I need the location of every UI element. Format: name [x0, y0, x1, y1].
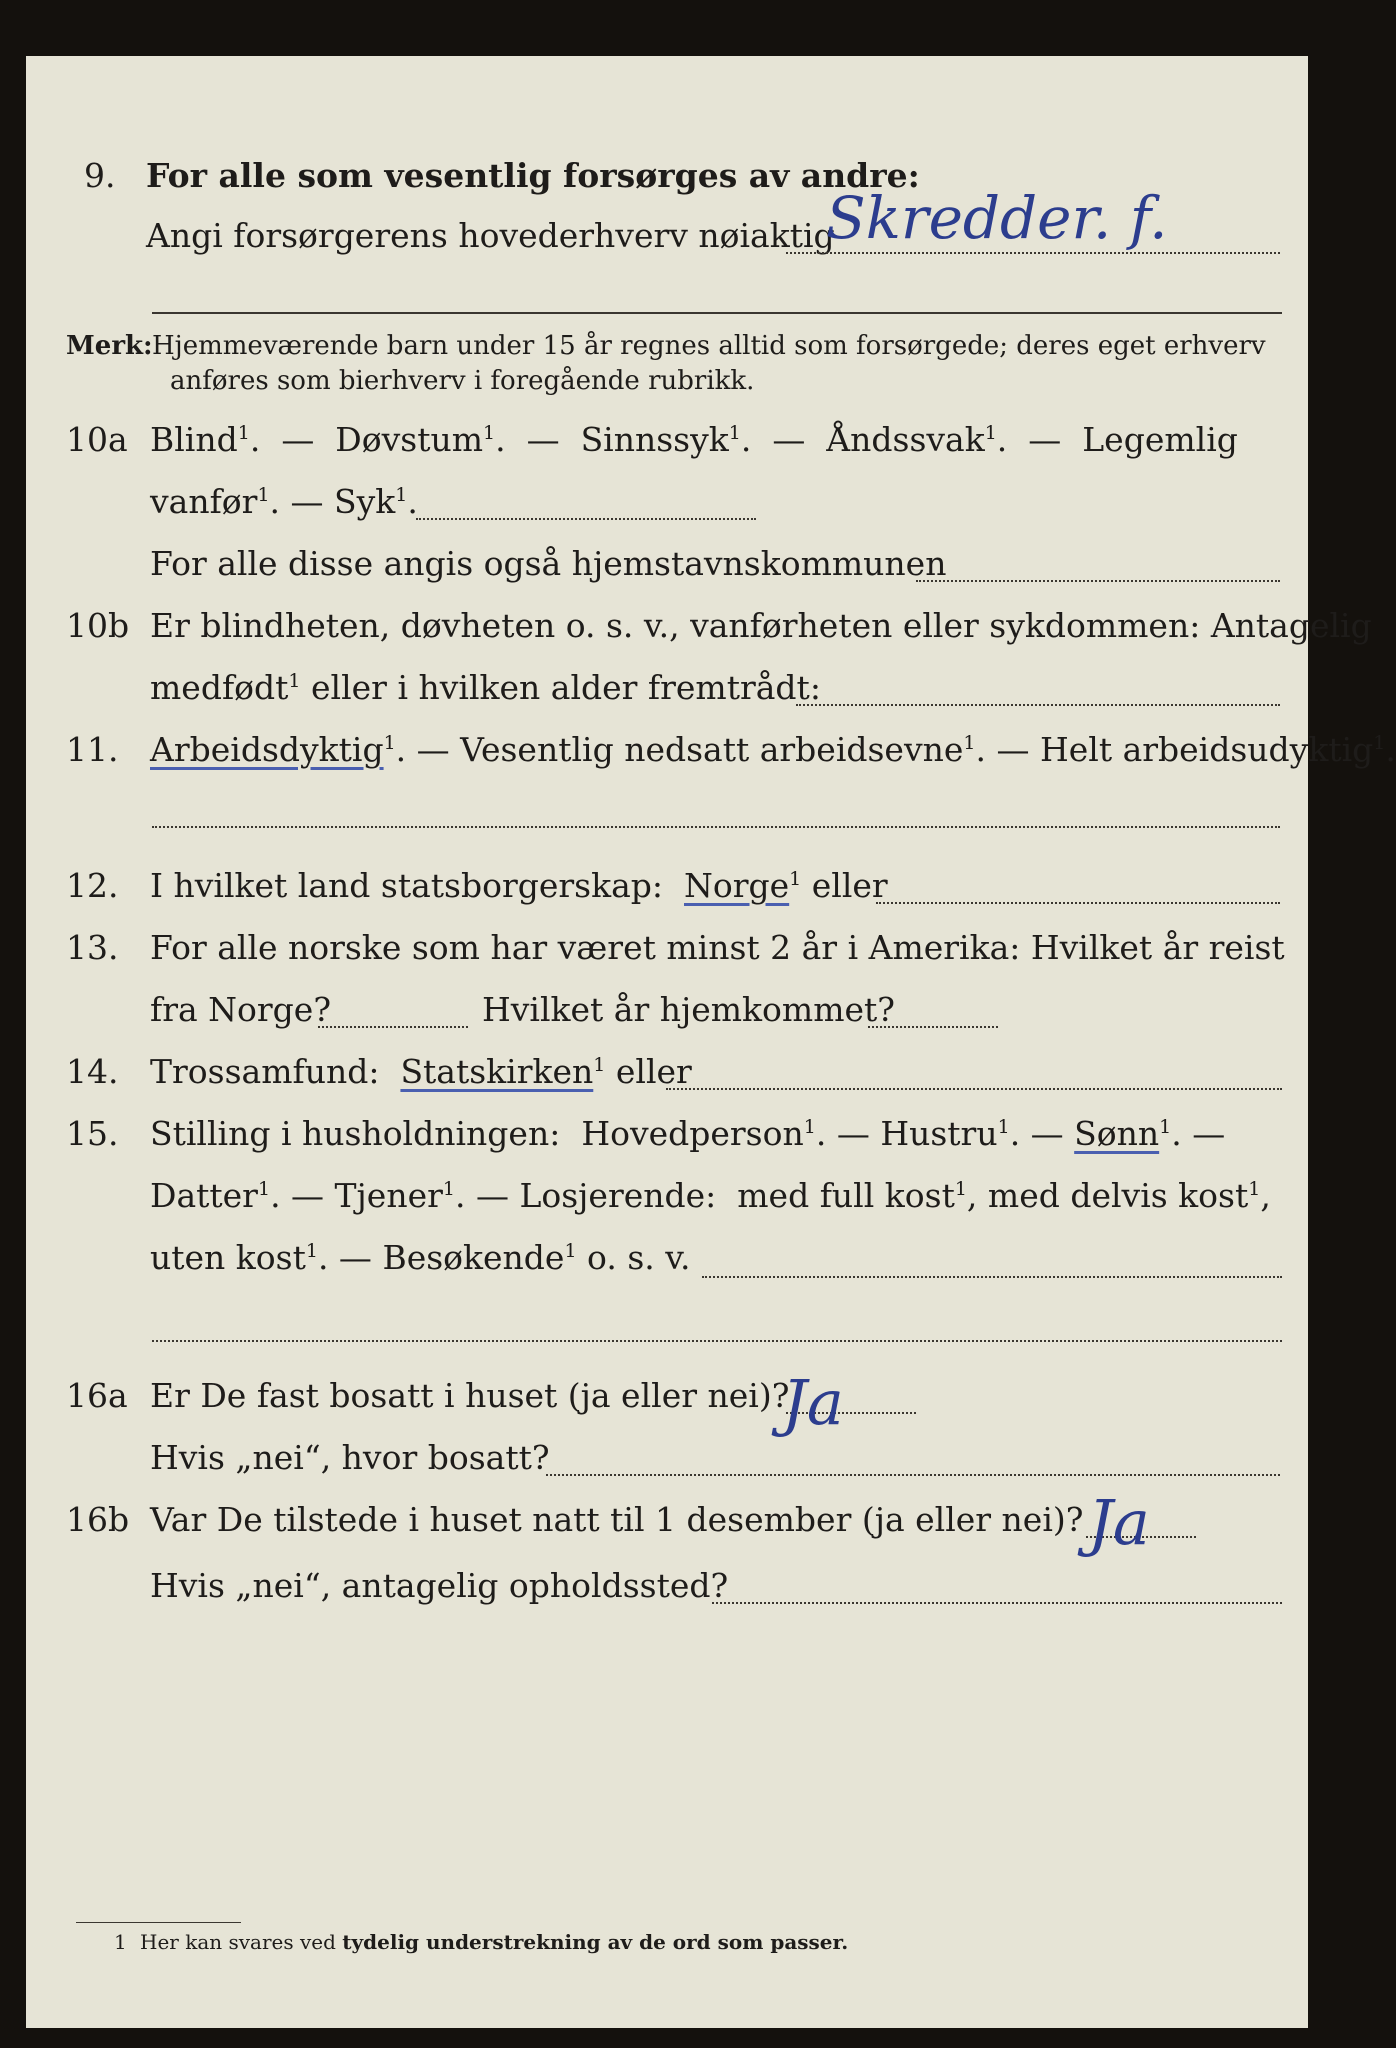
option-norge-selected: Norge [684, 866, 790, 905]
handwritten-answer-occupation: Skredder. f. [826, 184, 1168, 252]
option-datter: Datter [150, 1176, 258, 1215]
note-text: Hjemmeværende barn under 15 år regnes alltid som forsørgede; deres eget erhverv [152, 331, 1266, 361]
divider [152, 312, 1282, 314]
footnote-text-bold: tydelig understrekning av de ord som passer. [342, 1930, 849, 1954]
question-text: For alle norske som har været minst 2 år i Amerika: Hvilket år reist [150, 928, 1285, 967]
question-number: 16b [66, 1500, 130, 1539]
answer-line [868, 1026, 998, 1028]
answer-line [712, 1602, 1282, 1604]
option-legemlig: Legemlig [1082, 420, 1238, 459]
answer-line [796, 704, 1280, 706]
question-number: 16a [66, 1376, 128, 1415]
answer-line [876, 902, 1280, 904]
option-syk: Syk [334, 482, 396, 521]
option-hustru: Hustru [880, 1114, 998, 1153]
question-text: Trossamfund: [150, 1052, 380, 1091]
question-number: 10b [66, 606, 130, 645]
option-med-full-kost: med full kost [737, 1176, 955, 1215]
option-arbeidsdyktig-selected: Arbeidsdyktig [150, 730, 384, 769]
answer-line [152, 826, 1280, 828]
question-text: Stilling i husholdningen: [150, 1114, 561, 1153]
answer-line [786, 252, 1280, 254]
answer-line [666, 1088, 1282, 1090]
question-number: 9. [84, 156, 116, 195]
option-hovedperson: Hovedperson [581, 1114, 804, 1153]
question-text: Hvis „nei“, antagelig opholdssted? [150, 1566, 729, 1605]
question-text: Hvilket år hjemkommet? [482, 990, 895, 1029]
option-statskirken-selected: Statskirken [400, 1052, 594, 1091]
option-dovstum: Døvstum [335, 420, 484, 459]
option-uten-kost: uten kost [150, 1238, 306, 1277]
question-number: 12. [66, 866, 119, 905]
question-text: Er blindheten, døvheten o. s. v., vanførheten eller sykdommen: Antagelig [150, 606, 1372, 645]
footnote-mark: 1 [114, 1930, 127, 1954]
question-text: eller i hvilken alder fremtrådt: [311, 668, 821, 707]
answer-line [702, 1276, 1282, 1278]
footnote-rule [76, 1922, 241, 1923]
option-medfodt: medfødt [150, 668, 289, 707]
footnote-text: Her kan svares ved [140, 1930, 336, 1954]
question-text: I hvilket land statsborgerskap: [150, 866, 664, 905]
option-besokende: Besøkende [382, 1238, 565, 1277]
question-text: For alle disse angis også hjemstavnskommunen [150, 544, 947, 583]
answer-line [416, 518, 756, 520]
option-vanfor: vanfør [150, 482, 258, 521]
question-text: Angi forsørgerens hovederhverv nøiaktig [146, 216, 835, 255]
question-text: Er De fast bosatt i huset (ja eller nei)? [150, 1376, 790, 1415]
answer-line [916, 580, 1280, 582]
question-text: Var De tilstede i huset natt til 1 desember (ja eller nei)? [150, 1500, 1084, 1539]
option-med-delvis-kost: med delvis kost [987, 1176, 1249, 1215]
handwritten-answer-16a: Ja [782, 1366, 844, 1439]
handwritten-answer-16b: Ja [1088, 1486, 1150, 1559]
option-blind: Blind [150, 420, 238, 459]
option-tjener: Tjener [334, 1176, 443, 1215]
question-text: fra Norge? [150, 990, 332, 1029]
note-label: Merk: [66, 331, 153, 361]
question-number: 14. [66, 1052, 119, 1091]
census-form-page: 9. For alle som vesentlig forsørges av andre: Angi forsørgerens hovederhverv nøiaktig Skredder. f. Merk: Hjemmeværende barn under 15 år regnes alltid som forsørgede; deres eget erhverv anføres som bierhverv i foregående rubrikk. 10a Blind$^1$. — Døvstum$^1$. — Sinnssyk$^1$. — Åndssvak$^1$. — Legemlig vanfør$^1$. — Syk$^1$. For alle disse angis også hjemstavnskommunen 10b Er blindheten, døvheten o. s. v., vanførheten eller sykdommen: Antagelig medfødt$^1$ eller i hvilken alder fremtrådt: 11. Arbeidsdyktig$^1$. — Vesentlig nedsatt arbeidsevne$^1$. — Helt arbeidsudyktig$^1$. 12. I hvilket land statsborgerskap: Norge$^1$ eller 13. For alle norske som har været minst 2 år i Amerika: Hvilket år reist fra Norge? Hvilket år hjemkommet? 14. Trossamfund: Statskirken$^1$ eller 15. Stilling i husholdningen: Hovedperson$^1$. — Hustru$^1$. — Sønn$^1$. — Datter$^1$. — Tjener$^1$. — Losjerende: med full kost$^1$, med delvis kost$^1$, uten kost$^1$. — Besøkende$^1$ o. s. v. 16a Er De fast bosatt i huset (ja eller nei)? Ja Hvis „nei“, hvor bosatt? 16b Var De tilstede i huset natt til 1 desember (ja eller nei)? Ja Hvis „nei“, antagelig opholdssted? 1 Her kan svares ved tydelig understrekning av de ord som passer. [26, 56, 1308, 2028]
option-sinnssyk: Sinnssyk [580, 420, 729, 459]
option-helt-arbeidsudyktig: Helt arbeidsudyktig [1039, 730, 1374, 769]
question-number: 11. [66, 730, 119, 769]
option-losjerende: Losjerende: [519, 1176, 717, 1215]
question-text: Hvis „nei“, hvor bosatt? [150, 1438, 550, 1477]
answer-line [152, 1340, 1282, 1342]
question-number: 15. [66, 1114, 119, 1153]
option-andssvak: Åndssvak [826, 420, 985, 459]
question-number: 10a [66, 420, 128, 459]
option-sonn-selected: Sønn [1074, 1114, 1160, 1153]
note-text: anføres som bierhverv i foregående rubrikk. [170, 366, 755, 396]
question-text: For alle som vesentlig forsørges av andre: [146, 156, 920, 195]
question-number: 13. [66, 928, 119, 967]
option-vesentlig-nedsatt: Vesentlig nedsatt arbeidsevne [460, 730, 964, 769]
answer-line [546, 1474, 1280, 1476]
answer-line [318, 1026, 468, 1028]
